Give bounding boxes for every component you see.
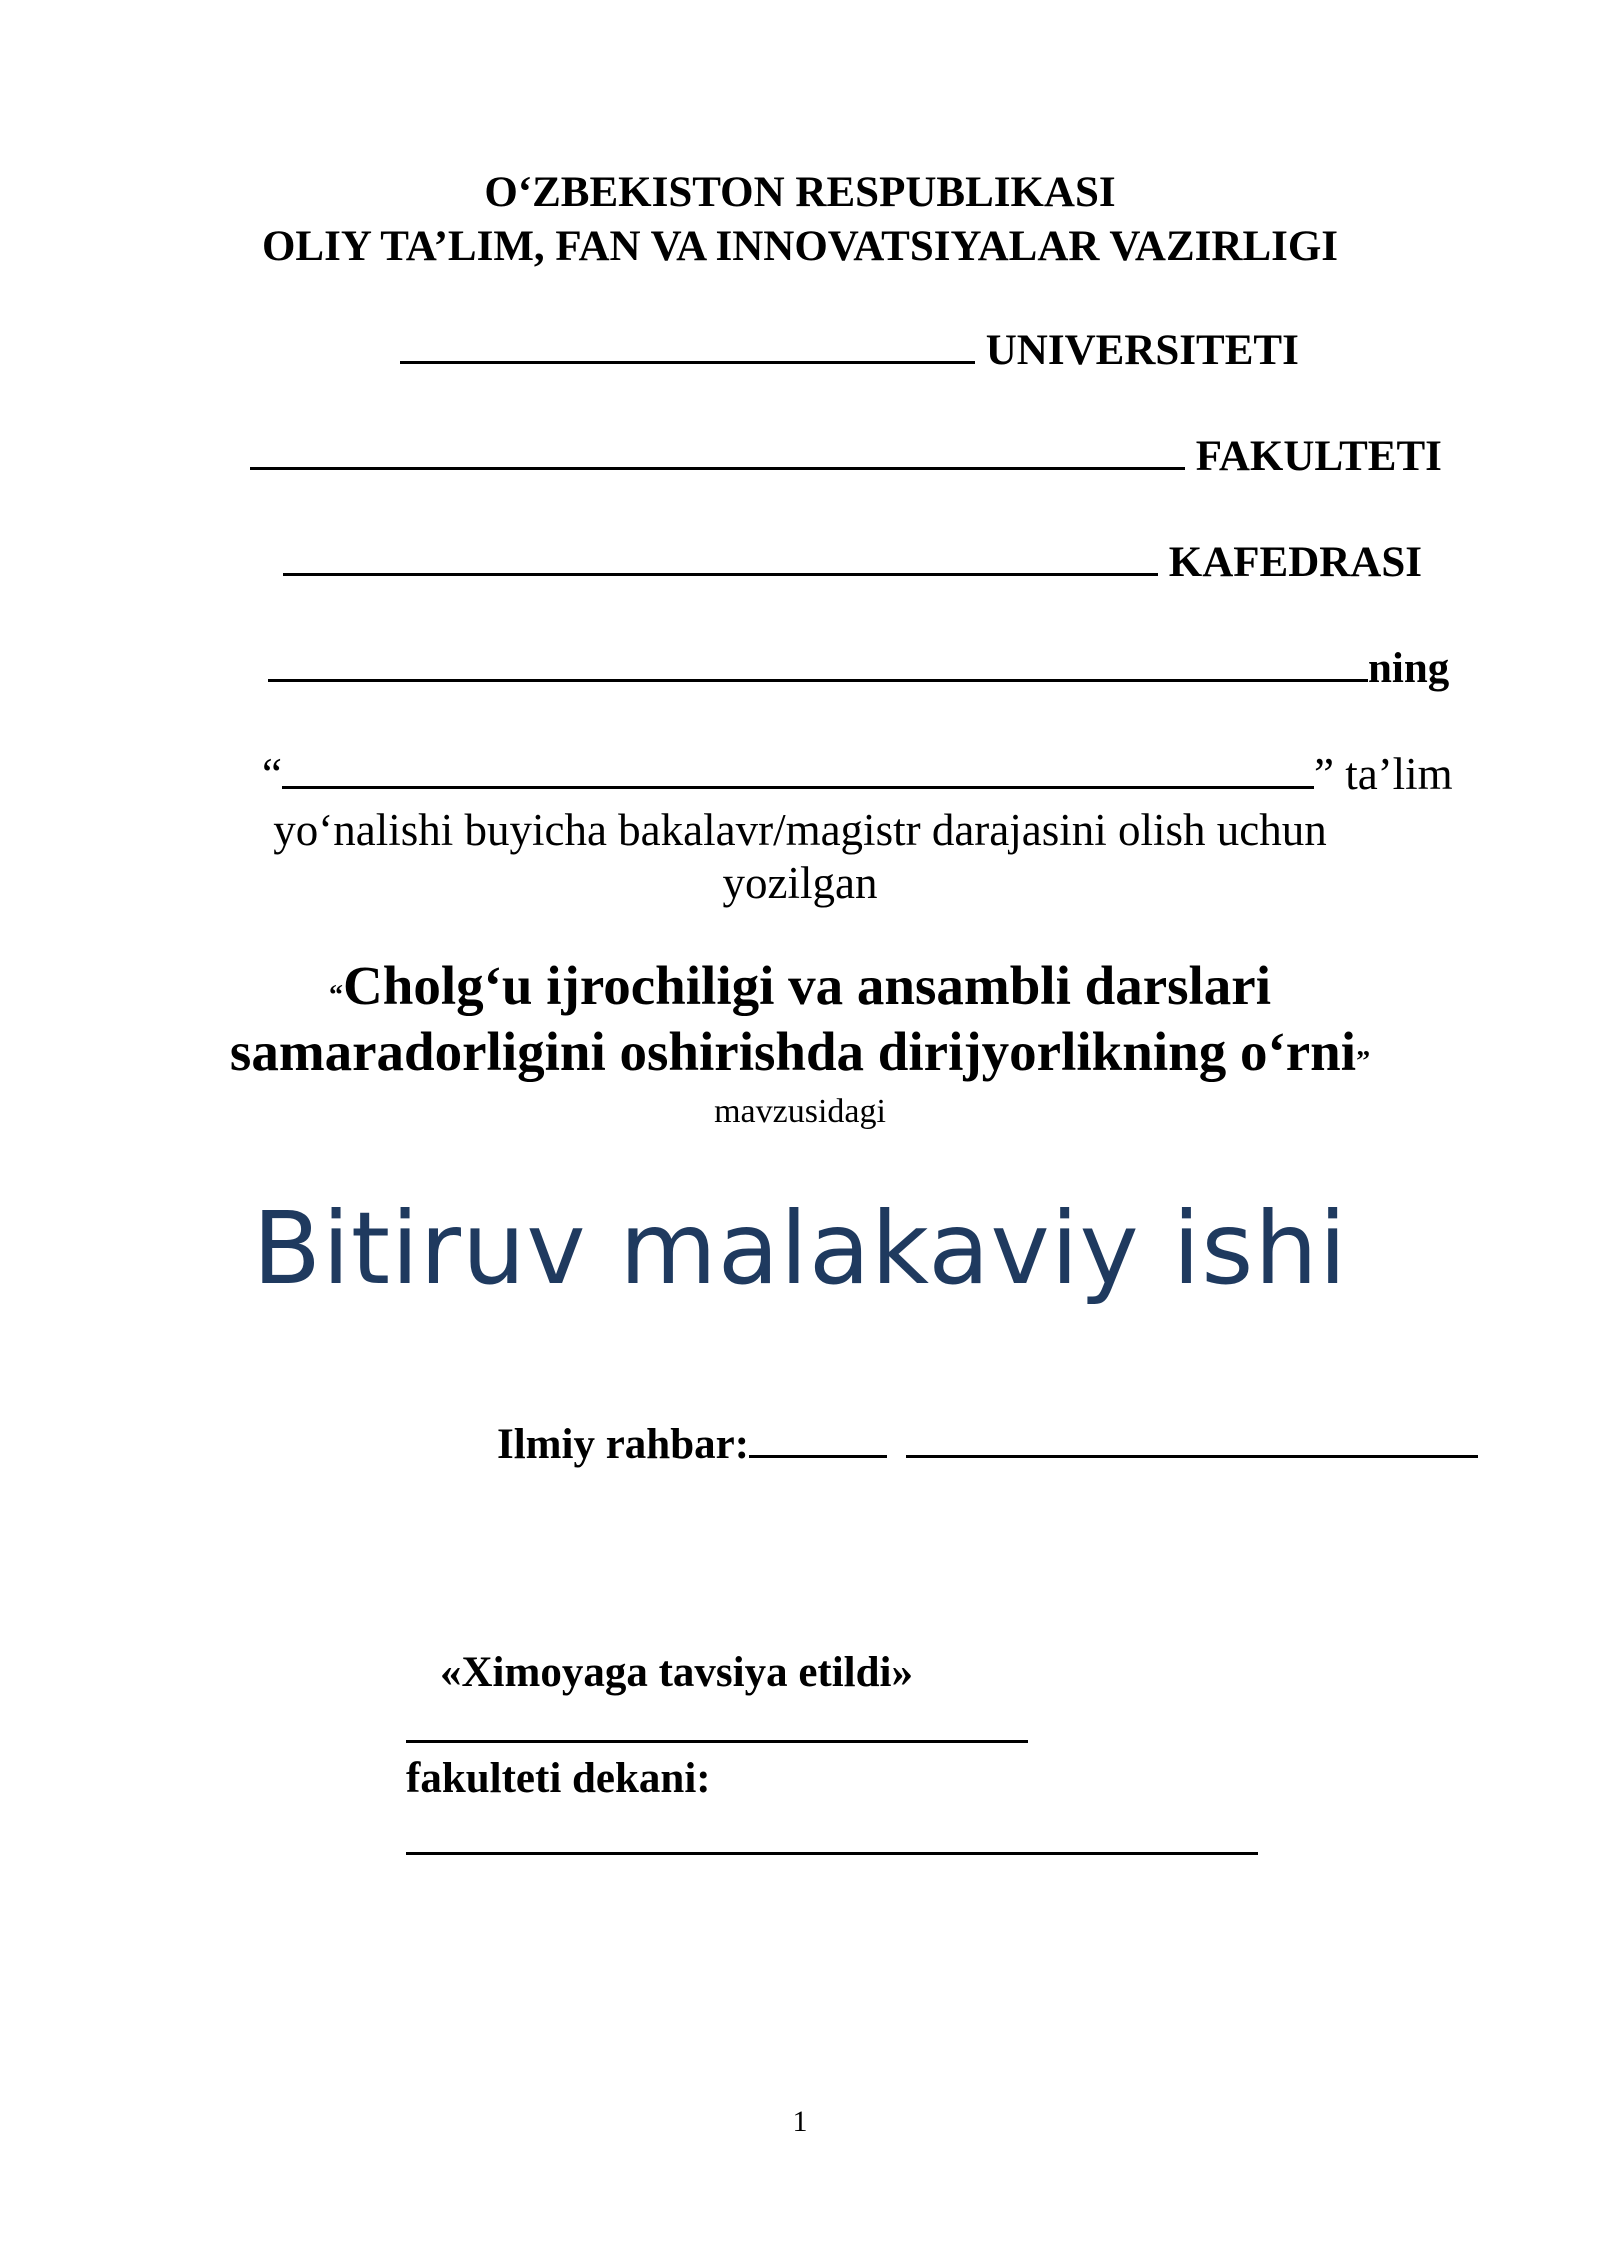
ning-line xyxy=(268,644,1449,693)
direction-line-3: yozilgan xyxy=(722,858,878,908)
department-blank xyxy=(283,572,1158,576)
ning-blank xyxy=(268,678,1368,682)
direction-open-quote: “ xyxy=(262,749,282,799)
supervisor-blank-short xyxy=(749,1454,887,1458)
direction-close-quote: ” ta’lim xyxy=(1313,749,1453,799)
topic-text-1: Cholg‘u ijrochiligi va ansambli darslari xyxy=(343,955,1271,1016)
direction-blank xyxy=(282,785,1314,789)
university-line xyxy=(400,326,1299,375)
faculty-blank xyxy=(250,466,1185,470)
recommended-text: «Ximoyaga tavsiya etildi» xyxy=(440,1649,913,1696)
dean-label: fakulteti dekani: xyxy=(406,1755,711,1802)
topic-open-quote: “ xyxy=(329,980,344,1011)
faculty-label: FAKULTETI xyxy=(1195,433,1442,480)
topic-close-quote: ” xyxy=(1356,1046,1371,1077)
direction-line-2: yo‘nalishi buyicha bakalavr/magistr darajasini olish uchun xyxy=(273,805,1327,855)
page-number: 1 xyxy=(792,2105,808,2138)
topic-line-2 xyxy=(0,1020,1600,1083)
department-label: KAFEDRASI xyxy=(1168,539,1423,586)
faculty-line xyxy=(250,432,1442,481)
ning-label: ning xyxy=(1368,645,1450,692)
dean-blank-line xyxy=(406,1812,1258,1860)
topic-text-2: samaradorligini oshirishda dirijyorlikning o‘rni xyxy=(229,1021,1357,1082)
topic-suffix: mavzusidagi xyxy=(714,1093,886,1130)
supervisor-blank-long xyxy=(906,1454,1478,1458)
university-blank xyxy=(400,360,975,364)
supervisor-line xyxy=(497,1420,1478,1469)
ministry-heading: OLIY TA’LIM, FAN VA INNOVATSIYALAR VAZIRLIGI xyxy=(261,223,1339,270)
country-heading: O‘ZBEKISTON RESPUBLIKASI xyxy=(484,169,1116,216)
approval-blank-line xyxy=(406,1700,1028,1748)
university-label: UNIVERSITETI xyxy=(985,327,1299,374)
supervisor-label: Ilmiy rahbar: xyxy=(497,1421,750,1468)
topic-line-1 xyxy=(0,954,1600,1017)
document-title: Bitiruv malakaviy ishi xyxy=(252,1190,1348,1307)
direction-line-1 xyxy=(262,748,1453,800)
department-line xyxy=(283,538,1422,587)
approval-blank xyxy=(406,1700,1028,1743)
dean-blank xyxy=(406,1812,1258,1855)
